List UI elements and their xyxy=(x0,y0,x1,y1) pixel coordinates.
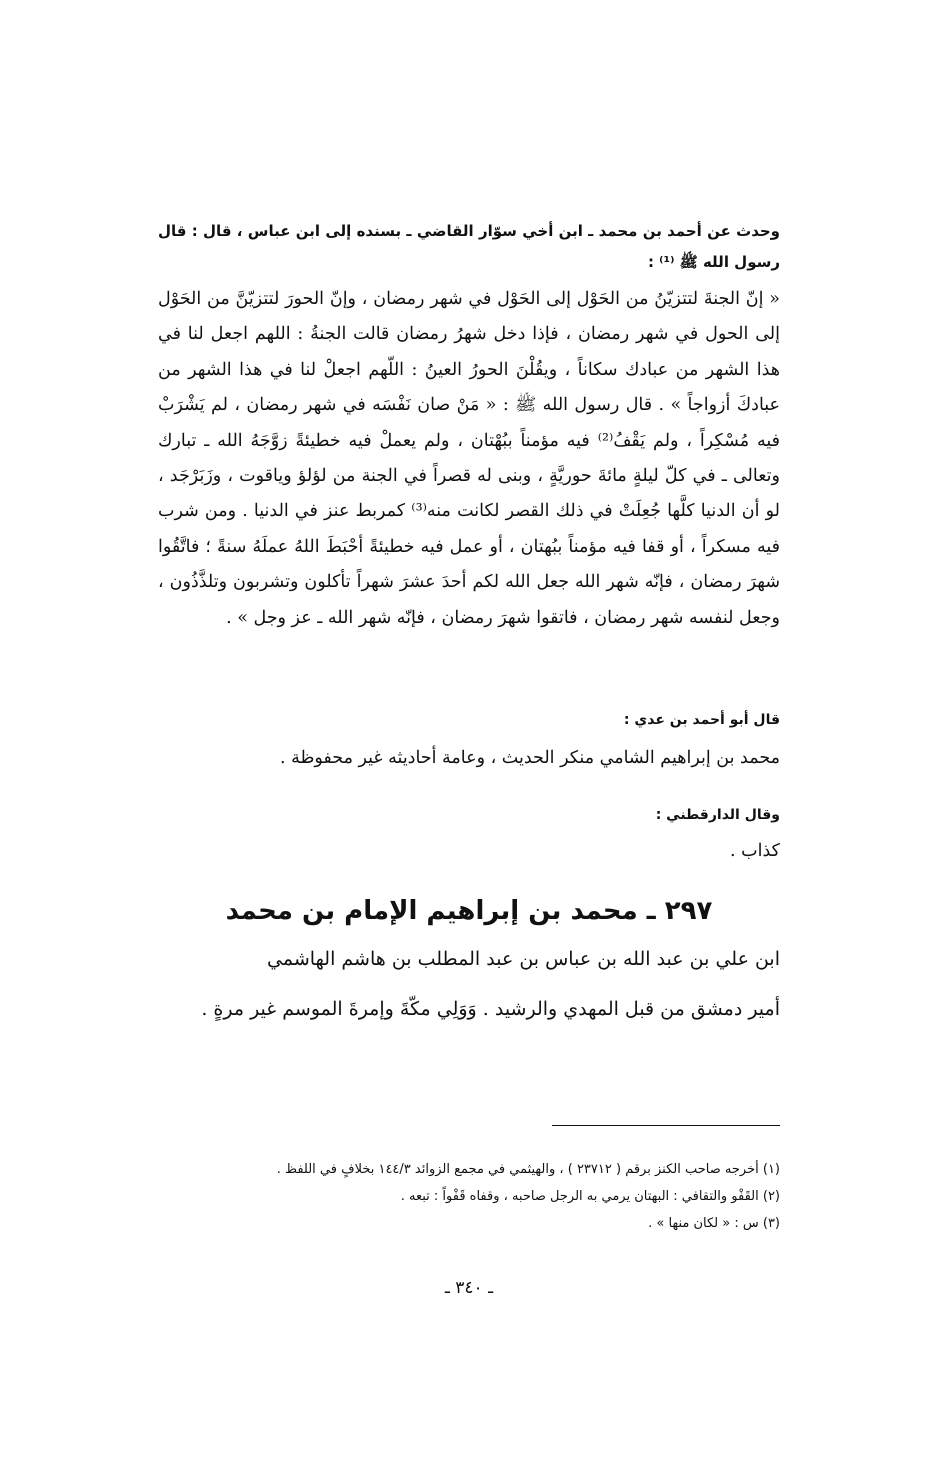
ibn-adi-label: قال أبو أحمد بن عدي : xyxy=(623,712,780,728)
footnote-separator xyxy=(552,1125,780,1126)
footnotes xyxy=(158,1156,780,1237)
daraqutni-label: وقال الدارقطني : xyxy=(655,807,780,823)
hadith-text: « إنّ الجنةَ لتتزيّنُ من الحَوْل إلى الحَوْل في شهر رمضان ، وإنّ الحورَ لتتزيّنَّ من الحَوْل إلى الحول في شهر رمضان ، فإذا دخل شهرُ رمضان قالت الجنةُ : اللهم اجعل لنا في هذا الشهر من عبادك سكاناً ، ويقُلْنَ الحورُ العينُ : اللّهم اجعلْ لنا في هذا الشهر من عبادكَ أزواجاً » . قال رسول الله ﷺ : « مَنْ صان نَفْسَه في شهر رمضان ، لم يَشْرَبْ فيه مُسْكِراً ، ولم يَقْفُ⁽²⁾ فيه مؤمناً ببُهْتان ، ولم يعملْ فيه خطيئةً زوَّجَهُ الله ـ تبارك وتعالى ـ في كلّ ليلةٍ مائةَ حوريَّةٍ ، وبنى له قصراً في الجنة من لؤلؤ وياقوت ، وزَبَرْجَد ، لو أن الدنيا كلَّها جُعِلَتْ في ذلك القصر لكانت منه⁽³⁾ كمربط عنز في الدنيا . ومن شرب فيه مسكراً ، أو قفا فيه مؤمناً ببُهتان ، أو عمل فيه خطيئةً أحْبَطَ اللهُ عملَهُ سنةً ؛ فاتَّقُوا شهرَ رمضان ، فإنّه شهر الله جعل الله لكم أحدَ عشرَ شهراً تأكلون وتشربون وتلذَّذُون ، وجعل لنفسه شهر رمضان ، فاتقوا شهرَ رمضان ، فإنّه شهر الله ـ عز وجل » . xyxy=(158,289,780,628)
daraqutni-verdict: كذاب . xyxy=(730,841,780,861)
isnad-intro: وحدث عن أحمد بن محمد ـ ابن أخي سوّار القاضي ـ بسنده إلى ابن عباس ، قال : قال رسول الله ﷺ ⁽¹⁾ : xyxy=(158,222,780,271)
biography-heading: ٢٩٧ ـ محمد بن إبراهيم الإمام بن محمد xyxy=(225,896,713,926)
biography-note: أمير دمشق من قبل المهدي والرشيد . وَوَلِي مكّةَ وإمرةَ الموسم غير مرةٍ . xyxy=(201,998,780,1020)
footnote-2: (٢) القَفْو والتقافي : البهتان يرمي به الرجل صاحبه ، وقفاه قَفْواً : تبعه . xyxy=(400,1189,780,1204)
biography-lineage: ابن علي بن عبد الله بن عباس بن عبد المطلب بن هاشم الهاشمي xyxy=(267,948,780,970)
page-number: ـ ٣٤٠ ـ xyxy=(444,1278,494,1298)
ibn-adi-verdict: محمد بن إبراهيم الشامي منكر الحديث ، وعامة أحاديثه غير محفوظة . xyxy=(279,748,780,768)
footnote-3: (٣) س : « لكان منها » . xyxy=(648,1216,780,1231)
footnote-1: (١) أخرجه صاحب الكنز برقم ( ٢٣٧١٢ ) ، والهيثمي في مجمع الزوائد ١٤٤/٣ بخلافٍ في اللفظ . xyxy=(276,1162,780,1177)
